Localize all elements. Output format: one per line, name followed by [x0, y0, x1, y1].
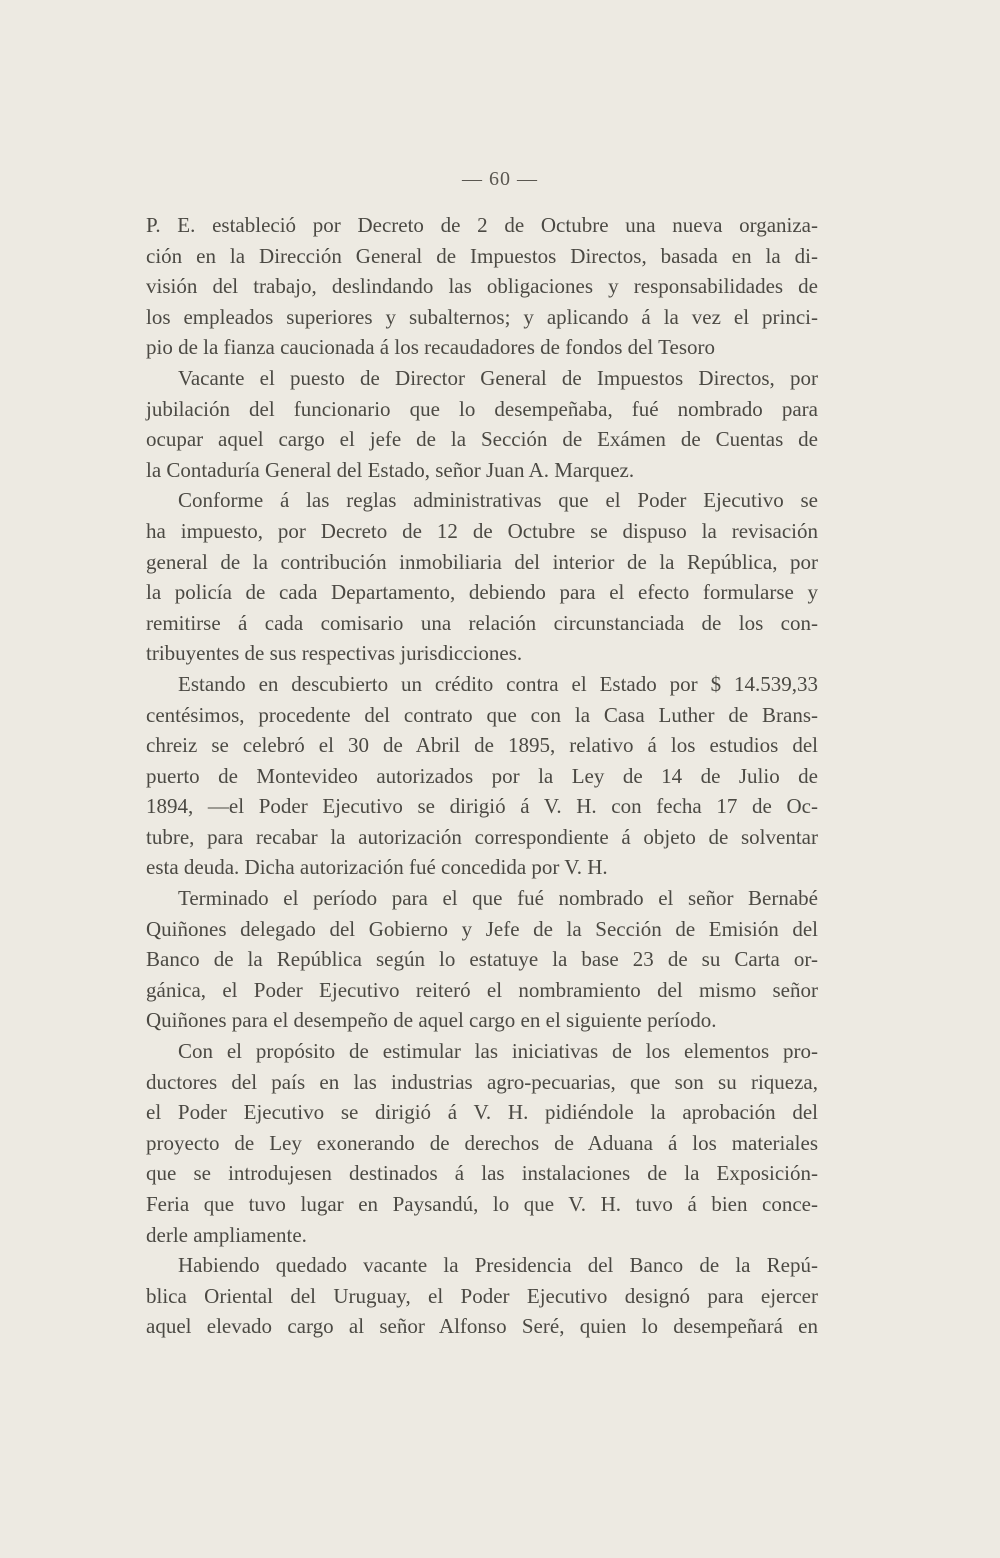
text-line: Conforme á las reglas administrativas que el Poder Ejecutivo se [178, 488, 818, 513]
text-line: tubre, para recabar la autorización correspondiente á objeto de solventar [146, 824, 818, 849]
text-line: derle ampliamente. [146, 1222, 307, 1247]
text-line: Habiendo quedado vacante la Presidencia del Banco de la Repú- [178, 1253, 818, 1278]
text-line: chreiz se celebró el 30 de Abril de 1895, relativo á los estudios del [146, 733, 818, 758]
text-line: puerto de Montevideo autorizados por la Ley de 14 de Julio de [146, 763, 818, 788]
text-line: ción en la Dirección General de Impuestos Directos, basada en la di- [146, 243, 818, 268]
page-number: — 60 — [462, 168, 538, 190]
text-line: Con el propósito de estimular las iniciativas de los elementos pro- [178, 1039, 818, 1064]
text-line: Vacante el puesto de Director General de Impuestos Directos, por [178, 365, 818, 390]
text-line: ha impuesto, por Decreto de 12 de Octubre se dispuso la revisación [146, 518, 818, 543]
text-line: 1894, —el Poder Ejecutivo se dirigió á V. H. con fecha 17 de Oc- [146, 794, 818, 819]
text-line: la Contaduría General del Estado, señor Juan A. Marquez. [146, 457, 635, 482]
text-line: remitirse á cada comisario una relación circunstanciada de los con- [146, 610, 818, 635]
text-line: Quiñones para el desempeño de aquel cargo en el siguiente período. [146, 1008, 717, 1033]
text-line: Estando en descubierto un crédito contra el Estado por $ 14.539,33 [178, 671, 818, 696]
text-line: esta deuda. Dicha autorización fué concedida por V. H. [146, 855, 608, 880]
text-line: centésimos, procedente del contrato que con la Casa Luther de Brans- [146, 702, 818, 727]
text-line: visión del trabajo, deslindando las obligaciones y responsabilidades de [146, 274, 818, 299]
text-line: gánica, el Poder Ejecutivo reiteró el nombramiento del mismo señor [146, 977, 818, 1002]
text-line: el Poder Ejecutivo se dirigió á V. H. pidiéndole la aprobación del [146, 1100, 818, 1125]
text-line: los empleados superiores y subalternos; y aplicando á la vez el princi- [146, 304, 818, 329]
text-line: Banco de la República según lo estatuye la base 23 de su Carta or- [146, 947, 818, 972]
text-line: Feria que tuvo lugar en Paysandú, lo que V. H. tuvo á bien conce- [146, 1192, 818, 1216]
text-line: Terminado el período para el que fué nombrado el señor Bernabé [178, 886, 818, 911]
text-line: ocupar aquel cargo el jefe de la Sección de Exámen de Cuentas de [146, 427, 818, 452]
text-line: ductores del país en las industrias agro-pecuarias, que son su riqueza, [146, 1069, 818, 1094]
text-line: blica Oriental del Uruguay, el Poder Ejecutivo designó para ejercer [146, 1283, 818, 1308]
text-line: Quiñones delegado del Gobierno y Jefe de la Sección de Emisión del [146, 916, 818, 941]
text-line: aquel elevado cargo al señor Alfonso Seré, quien lo desempeñará en [146, 1314, 818, 1339]
text-line: proyecto de Ley exonerando de derechos de Aduana á los materiales [146, 1130, 818, 1155]
text-line: P. E. estableció por Decreto de 2 de Octubre una nueva organiza- [146, 213, 818, 237]
text-line: que se introdujesen destinados á las instalaciones de la Exposición- [146, 1161, 818, 1186]
text-line: jubilación del funcionario que lo desempeñaba, fué nombrado para [146, 396, 818, 421]
text-line: pio de la fianza caucionada á los recaudadores de fondos del Tesoro [146, 335, 715, 360]
text-line: la policía de cada Departamento, debiendo para el efecto formularse y [146, 580, 818, 605]
text-line: general de la contribución inmobiliaria del interior de la República, por [146, 549, 818, 574]
text-line: tribuyentes de sus respectivas jurisdicciones. [146, 641, 523, 666]
body-text [146, 210, 818, 1342]
